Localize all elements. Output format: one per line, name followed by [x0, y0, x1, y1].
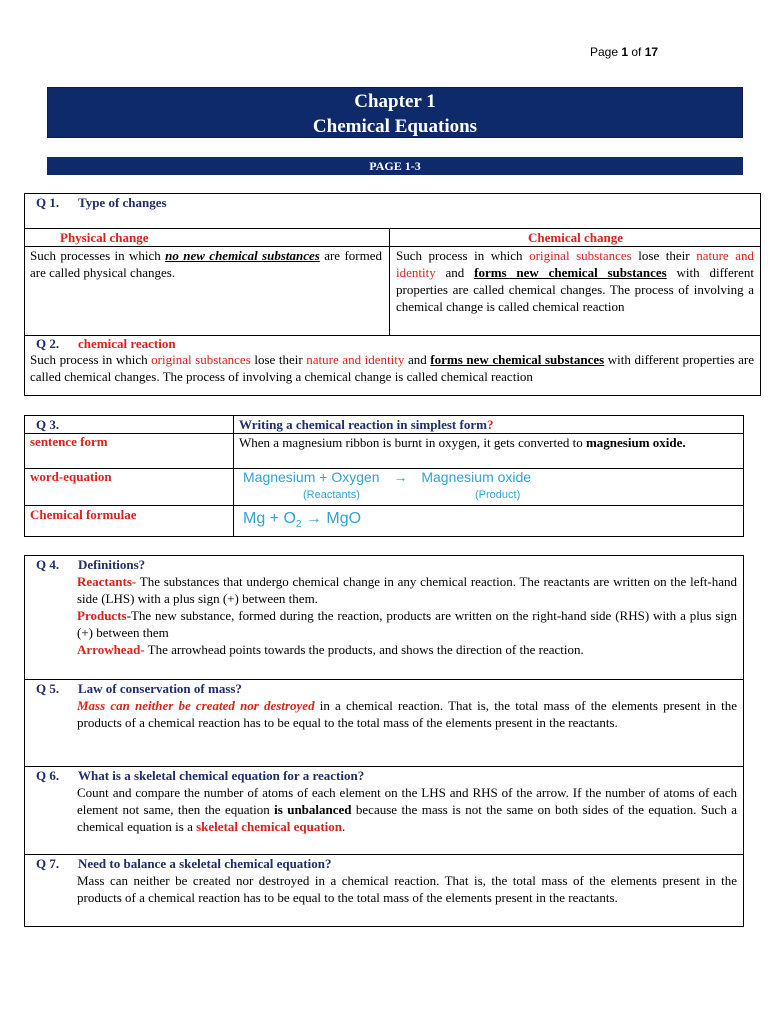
q5-text: Mass can neither be created nor destroyed in a chemical reaction. That is, the total mass of the elements present in the products of a chemical reaction has to be equal to the total mass of the elements present in the reactants. — [77, 698, 738, 730]
chapter-title-box — [47, 87, 743, 138]
word-equation-label: word-equation — [30, 469, 112, 484]
q3-table — [24, 415, 744, 537]
product-label: (Product) — [475, 489, 521, 501]
q4-q7-box — [24, 555, 744, 927]
word-equation: Magnesium + Oxygen → Magnesium oxide — [243, 469, 532, 485]
q5-heading: Q 5. Law of conservation of mass? — [36, 681, 242, 696]
q1-q2-box — [24, 193, 761, 396]
q7-heading: Q 7. Need to balance a skeletal chemical equation? — [36, 856, 332, 871]
q2-text: Such process in which original substances lose their nature and identity and forms new chemical substances with different properties are called chemical changes. The process of involving a chemical change is called chemical reaction — [30, 352, 754, 384]
chemical-change-text: Such process in which original substances lose their nature and identity and forms new chemical substances with different properties are called chemical changes. The process of involving a chemical change is called chemical reaction — [396, 248, 754, 314]
q2-heading: Q 2. chemical reaction — [36, 336, 176, 351]
chapter-number: Chapter 1 — [354, 91, 436, 112]
chemical-formula: $Mg + O_2$ → MgO — [243, 510, 362, 530]
sentence-form-label: sentence form — [30, 434, 108, 449]
q1-heading: Q 1. Type of changes — [36, 195, 167, 210]
chemical-formulae-label: Chemical formulae — [30, 507, 137, 522]
q6-text: Count and compare the number of atoms of each element on the LHS and RHS of the arrow. If the number of atoms of each element not same, then the equation is unbalanced because the mass is not the same on both sides of the equation. Such a chemical equation is a skeletal chemical equation. — [77, 785, 737, 834]
q3-title: Writing a chemical reaction in simplest form? — [239, 417, 494, 432]
chemical-change-heading: Chemical change — [528, 230, 623, 245]
q4-text: Reactants- The substances that undergo chemical change in any chemical reaction. The reactants are written on the left-hand side (LHS) with a plus sign (+) between them. Products-The new substance, formed during the reaction, products are written on the right-hand side (RHS) with a plus sign (+) between them Arrowhead- The arrowhead points towards the products, and shows the direction of the reaction. — [77, 574, 737, 657]
chapter-title: Chemical Equations — [312, 116, 478, 137]
q4-heading: Q 4. Definitions? — [36, 557, 146, 572]
physical-change-text: Such processes in which no new chemical substances are formed are called physical changes. — [30, 248, 382, 280]
q3-number: Q 3. — [36, 417, 60, 432]
page-number: Page 1 of 17 — [590, 45, 659, 59]
physical-change-heading: Physical change — [60, 230, 149, 245]
page-range-band: PAGE 1-3 — [47, 157, 743, 175]
q6-heading: Q 6. What is a skeletal chemical equation for a reaction? — [36, 768, 365, 783]
q7-text: Mass can neither be created nor destroyed in a chemical reaction. That is, the total mass of the elements present in the products of a chemical reaction has to be equal to the total mass of the elements present in the reactants. — [77, 873, 737, 905]
sentence-form-text: When a magnesium ribbon is burnt in oxygen, it gets converted to magnesium oxide. — [239, 435, 686, 450]
reactants-label: (Reactants) — [303, 489, 360, 501]
